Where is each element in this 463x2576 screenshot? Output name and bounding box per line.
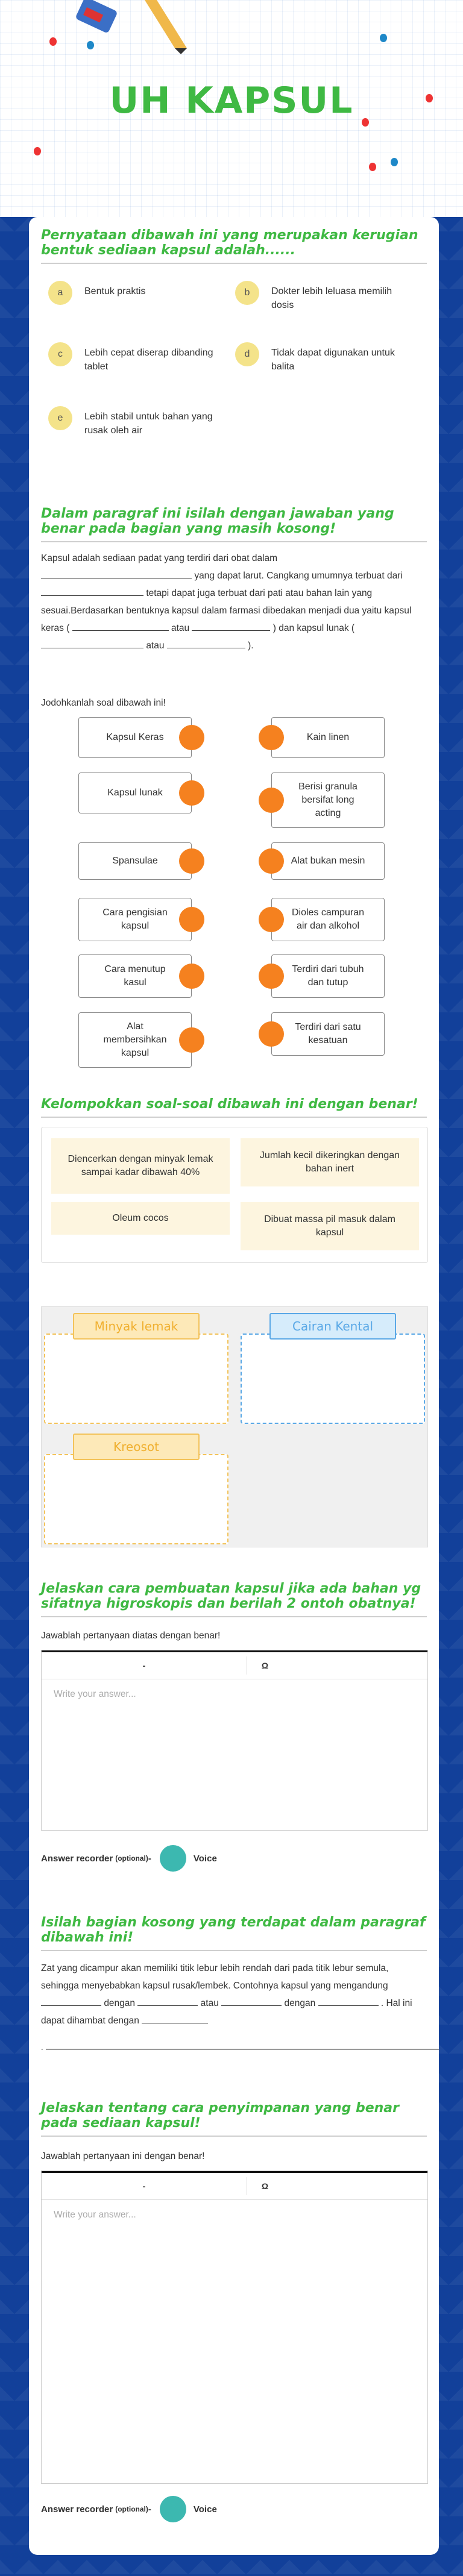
group-drop-area [41, 1306, 428, 1547]
match-right-item[interactable]: Berisi granula bersifat long acting [271, 772, 385, 828]
dot-decoration [380, 34, 387, 42]
blank-input[interactable] [221, 1995, 282, 2006]
recorder-dash: - [148, 2504, 151, 2515]
dot-decoration [49, 37, 57, 46]
recorder-optional: (optional) [115, 2505, 148, 2513]
paragraph-text: atau [146, 641, 165, 651]
option-a[interactable] [48, 281, 223, 305]
paragraph-text: dengan [284, 1998, 316, 2008]
paragraph-text: . Hal ini dapat dihambat dengan [41, 1998, 412, 2026]
match-right-item[interactable]: Alat bukan mesin [271, 842, 385, 880]
minus-button[interactable]: - [142, 1661, 146, 1670]
drop-zone-kreosot[interactable] [44, 1454, 228, 1544]
paragraph-text: atau [171, 623, 190, 633]
question-5-title: Jelaskan cara pembuatan kapsul jika ada bahan yg sifatnya higroskopis dan berilah 2 ontoh obatnya! [41, 1581, 427, 1617]
matching-instruction: Jodohkanlah soal dibawah ini! [41, 698, 166, 708]
match-right-handle[interactable] [259, 907, 284, 932]
editor-toolbar [42, 2171, 427, 2200]
draggable-item[interactable]: Jumlah kecil dikeringkan dengan bahan inert [241, 1138, 419, 1186]
fill-blank-paragraph [41, 550, 427, 654]
match-right-handle[interactable] [259, 848, 284, 874]
omega-symbol-button[interactable]: Ω [247, 1656, 283, 1675]
paragraph-text: yang dapat larut. Cangkang umumnya terbuat dari [194, 571, 403, 581]
question-4-title: Kelompokkan soal-soal dibawah ini dengan benar! [41, 1097, 427, 1118]
group-label-minyak-lemak: Minyak lemak [73, 1313, 200, 1340]
recorder-optional: (optional) [115, 1854, 148, 1863]
dot-decoration [391, 158, 398, 166]
match-right-item[interactable]: Terdiri dari satu kesatuan [271, 1012, 385, 1056]
paragraph-text: tetapi dapat juga terbuat dari pati atau bahan lain yang sesuai.Berdasarkan bentuknya kapsul dalam farmasi dibedakan menjadi dua yaitu kapsul keras ( [41, 588, 412, 633]
paragraph-text: ) dan kapsul lunak ( [272, 623, 355, 633]
worksheet-sheet [29, 217, 439, 2555]
microphone-button[interactable] [160, 2496, 186, 2522]
option-text: Dokter lebih leluasa memilih dosis [271, 286, 392, 310]
option-text: Bentuk praktis [84, 286, 146, 296]
trailing-dot: . [41, 2043, 43, 2052]
paragraph-text: Kapsul adalah sediaan padat yang terdiri dari obat dalam [41, 553, 278, 563]
voice-label: Voice [193, 1853, 217, 1864]
match-right-handle[interactable] [259, 788, 284, 813]
answer-textarea[interactable]: Write your answer... [54, 2210, 136, 2220]
draggable-item[interactable]: Diencerkan dengan minyak lemak sampai kadar dibawah 40% [51, 1138, 230, 1194]
blank-input[interactable] [72, 620, 169, 631]
paragraph-text: atau [200, 1998, 219, 2008]
blank-input[interactable] [137, 1995, 198, 2006]
match-right-handle[interactable] [259, 964, 284, 989]
match-left-handle[interactable] [179, 848, 204, 874]
group-label-kreosot: Kreosot [73, 1434, 200, 1460]
blank-input[interactable] [192, 620, 270, 631]
match-left-item[interactable]: Cara menutup kasul [78, 954, 192, 998]
answer-recorder [41, 1845, 217, 1872]
worksheet-header [0, 0, 463, 217]
match-right-item[interactable]: Dioles campuran air dan alkohol [271, 898, 385, 941]
answer-editor [41, 1650, 428, 1831]
paragraph-text: dengan [104, 1998, 136, 2008]
option-e[interactable] [48, 406, 223, 437]
answer-editor [41, 2170, 428, 2484]
recorder-label: Answer recorder [41, 2504, 113, 2515]
match-left-item[interactable]: Alat membersihkan kapsul [78, 1012, 192, 1068]
blank-input[interactable] [142, 2013, 208, 2023]
drop-zone-minyak-lemak[interactable] [44, 1333, 228, 1424]
minus-button[interactable]: - [142, 2181, 146, 2191]
match-left-handle[interactable] [179, 780, 204, 806]
option-d[interactable] [235, 342, 410, 374]
question-6-title: Isilah bagian kosong yang terdapat dalam paragraf dibawah ini! [41, 1915, 427, 1951]
blank-input[interactable] [41, 585, 143, 596]
draggable-items-pool [41, 1127, 428, 1263]
match-left-item[interactable]: Spansulae [78, 842, 192, 880]
dot-decoration [369, 163, 376, 171]
option-text: Lebih stabil untuk bahan yang rusak oleh air [84, 412, 213, 436]
match-right-item[interactable]: Terdiri dari tubuh dan tutup [271, 954, 385, 998]
option-text: Lebih cepat diserap dibanding tablet [84, 348, 213, 372]
question-2-title: Dalam paragraf ini isilah dengan jawaban yang benar pada bagian yang masih kosong! [41, 506, 427, 542]
option-text: Tidak dapat digunakan untuk balita [271, 348, 395, 372]
recorder-label: Answer recorder [41, 1853, 113, 1864]
match-left-item[interactable]: Kapsul Keras [78, 717, 192, 758]
ruler-decoration [139, 0, 193, 54]
microphone-button[interactable] [160, 1845, 186, 1872]
voice-label: Voice [193, 2504, 217, 2515]
fill-blank-paragraph [41, 1960, 427, 2029]
omega-symbol-button[interactable]: Ω [247, 2177, 283, 2195]
match-left-handle[interactable] [179, 964, 204, 989]
match-left-handle[interactable] [179, 725, 204, 750]
group-label-cairan-kental: Cairan Kental [269, 1313, 396, 1340]
draggable-item[interactable]: Dibuat massa pil masuk dalam kapsul [241, 1202, 419, 1250]
blank-input[interactable] [41, 1995, 101, 2006]
divider-line [46, 2049, 439, 2050]
match-right-handle[interactable] [259, 1021, 284, 1047]
draggable-item[interactable]: Oleum cocos [51, 1202, 230, 1235]
recorder-dash: - [148, 1853, 151, 1864]
option-b[interactable] [235, 281, 410, 312]
question-7-title: Jelaskan tentang cara penyimpanan yang benar pada sediaan kapsul! [41, 2101, 427, 2137]
option-letter: a [48, 281, 72, 305]
drop-zone-cairan-kental[interactable] [241, 1333, 425, 1424]
blank-input[interactable] [318, 1995, 379, 2006]
option-letter: d [235, 342, 259, 366]
dot-decoration [34, 147, 41, 155]
editor-toolbar [42, 1650, 427, 1679]
dot-decoration [87, 41, 94, 49]
answer-textarea[interactable]: Write your answer... [54, 1689, 136, 1699]
paragraph-text: Zat yang dicampur akan memiliki titik lebur lebih rendah dari pada titik lebur semula, sehingga menyebabkan kapsul rusak/lembek. Contohnya kapsul yang mengandung [41, 1963, 389, 1991]
answer-instruction: Jawablah pertanyaan ini dengan benar! [41, 2151, 205, 2161]
match-left-item[interactable]: Kapsul lunak [78, 772, 192, 813]
match-left-handle[interactable] [179, 1027, 204, 1053]
blank-input[interactable] [41, 568, 192, 578]
question-1-title: Pernyataan dibawah ini yang merupakan kerugian bentuk sediaan kapsul adalah...... [41, 228, 427, 264]
blank-input[interactable] [41, 638, 143, 648]
match-left-item[interactable]: Cara pengisian kapsul [78, 898, 192, 941]
match-left-handle[interactable] [179, 907, 204, 932]
worksheet-title: UH KAPSUL [109, 80, 354, 122]
match-right-handle[interactable] [259, 725, 284, 750]
option-c[interactable] [48, 342, 223, 374]
paragraph-text: ). [248, 641, 254, 651]
answer-recorder [41, 2496, 217, 2522]
match-right-item[interactable]: Kain linen [271, 717, 385, 758]
option-letter: e [48, 406, 72, 430]
blank-input[interactable] [167, 638, 245, 648]
option-letter: c [48, 342, 72, 366]
answer-instruction: Jawablah pertanyaan diatas dengan benar! [41, 1631, 221, 1641]
option-letter: b [235, 281, 259, 305]
